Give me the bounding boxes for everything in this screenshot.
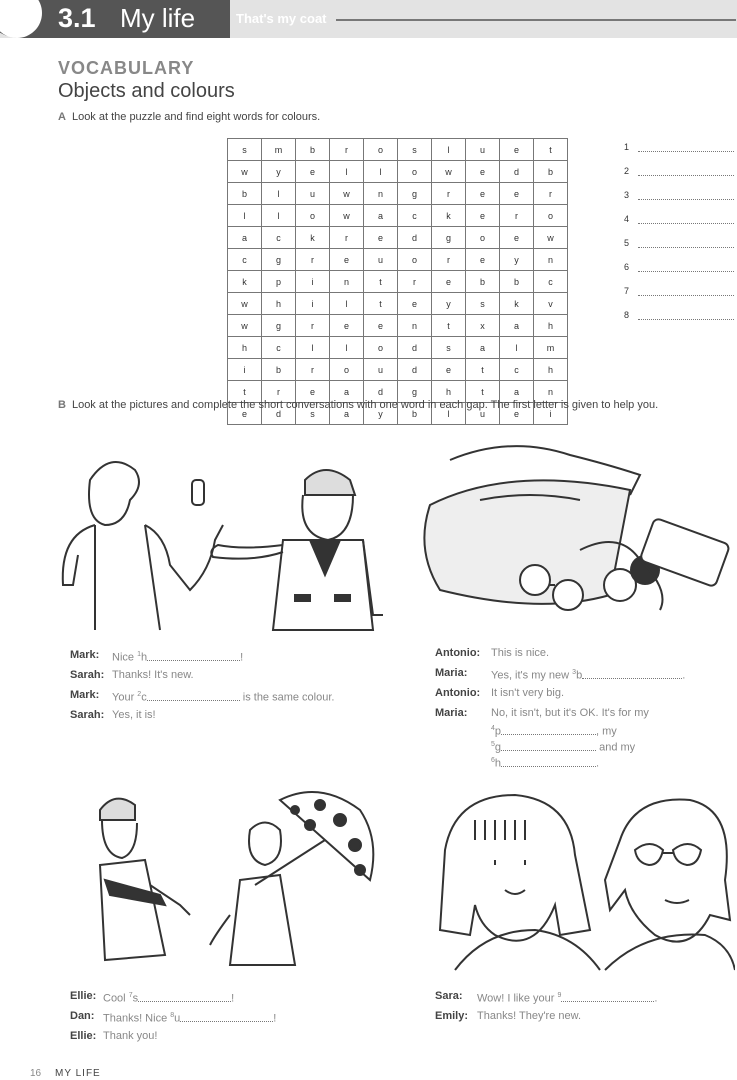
answer-gap[interactable] xyxy=(147,688,240,701)
grid-cell[interactable]: c xyxy=(228,249,262,271)
answer-number: 6 xyxy=(624,262,630,272)
grid-cell[interactable]: w xyxy=(228,161,262,183)
speaker-label: Ellie: xyxy=(70,990,97,1002)
answer-row xyxy=(624,260,734,284)
grid-cell[interactable]: a xyxy=(330,403,364,425)
grid-cell[interactable]: t xyxy=(228,381,262,403)
answer-gap[interactable] xyxy=(501,722,596,735)
exercise-a-instruction xyxy=(58,111,320,123)
grid-cell[interactable]: a xyxy=(500,315,534,337)
answer-line[interactable] xyxy=(638,199,734,200)
grid-cell[interactable]: i xyxy=(296,271,330,293)
gap-number: 3 xyxy=(572,669,577,676)
answer-gap[interactable] xyxy=(180,1009,273,1022)
speaker-label: Sara: xyxy=(435,990,463,1002)
answer-number: 4 xyxy=(624,214,630,224)
gap-first-letter: b xyxy=(576,669,583,682)
grid-cell[interactable]: k xyxy=(228,271,262,293)
grid-cell[interactable]: w xyxy=(228,293,262,315)
dialogue-text: . xyxy=(654,992,658,1005)
dialogue-text: Thanks! Nice xyxy=(103,1012,171,1025)
grid-cell[interactable]: t xyxy=(534,139,568,161)
dialogue-text: is the same colour. xyxy=(239,691,335,704)
grid-cell[interactable]: b xyxy=(262,359,296,381)
dialogue-text: ! xyxy=(240,651,244,664)
grid-cell[interactable]: c xyxy=(500,359,534,381)
answer-number: 3 xyxy=(624,190,630,200)
grid-cell[interactable]: b xyxy=(534,161,568,183)
grid-cell[interactable]: e xyxy=(500,227,534,249)
dialogue-text: Nice xyxy=(112,651,138,664)
grid-cell[interactable]: o xyxy=(534,205,568,227)
grid-cell[interactable]: p xyxy=(262,271,296,293)
gap-first-letter: u xyxy=(174,1012,181,1025)
grid-cell[interactable]: h xyxy=(534,315,568,337)
grid-cell[interactable]: r xyxy=(330,227,364,249)
grid-cell[interactable]: e xyxy=(466,205,500,227)
grid-cell[interactable]: n xyxy=(534,249,568,271)
grid-cell[interactable]: l xyxy=(500,337,534,359)
gap-first-letter: h xyxy=(494,757,502,770)
grid-cell[interactable]: r xyxy=(296,315,330,337)
answer-number: 5 xyxy=(624,238,630,248)
dialogue-text: Yes, it is! xyxy=(112,709,156,721)
lesson-title: That's my coat xyxy=(236,11,327,26)
answer-line[interactable] xyxy=(638,175,734,176)
grid-cell[interactable]: a xyxy=(500,381,534,403)
exercise-a-text: Look at the puzzle and find eight words for colours. xyxy=(71,111,321,123)
grid-cell[interactable]: y xyxy=(364,403,398,425)
gap-first-letter: s xyxy=(132,992,139,1005)
grid-cell[interactable]: r xyxy=(432,183,466,205)
dialogue-text: ! xyxy=(273,1012,277,1025)
grid-row xyxy=(228,249,568,271)
dialogue-text: . xyxy=(596,757,600,770)
grid-cell[interactable]: e xyxy=(500,139,534,161)
dialogue-text: Thanks! They're new. xyxy=(477,1010,582,1022)
dialogue-text: It isn't very big. xyxy=(491,687,565,699)
grid-row xyxy=(228,139,568,161)
grid-cell[interactable]: n xyxy=(364,183,398,205)
gap-first-letter: h xyxy=(140,651,148,664)
handbag-with-glasses-and-phone-illustration xyxy=(420,440,735,630)
grid-row xyxy=(228,271,568,293)
answer-gap[interactable] xyxy=(138,989,231,1002)
grid-row xyxy=(228,183,568,205)
grid-cell[interactable]: g xyxy=(398,183,432,205)
grid-cell[interactable]: e xyxy=(364,227,398,249)
grid-cell[interactable]: r xyxy=(262,381,296,403)
grid-cell[interactable]: l xyxy=(330,161,364,183)
answer-line[interactable] xyxy=(638,151,734,152)
grid-cell[interactable]: e xyxy=(500,403,534,425)
grid-cell[interactable]: e xyxy=(432,359,466,381)
grid-cell[interactable]: t xyxy=(432,315,466,337)
answer-row xyxy=(624,140,734,164)
answer-gap[interactable] xyxy=(582,666,682,679)
grid-cell[interactable]: c xyxy=(262,337,296,359)
grid-cell[interactable]: w xyxy=(330,205,364,227)
grid-cell[interactable]: h xyxy=(432,381,466,403)
grid-cell[interactable]: o xyxy=(330,359,364,381)
grid-cell[interactable]: e xyxy=(228,403,262,425)
grid-cell[interactable]: g xyxy=(398,381,432,403)
grid-cell[interactable]: l xyxy=(330,293,364,315)
grid-cell[interactable]: d xyxy=(398,359,432,381)
grid-cell[interactable]: b xyxy=(500,271,534,293)
grid-cell[interactable]: h xyxy=(262,293,296,315)
grid-cell[interactable]: e xyxy=(296,161,330,183)
exercise-b-letter: B xyxy=(58,399,66,411)
unit-title: My life xyxy=(120,3,196,33)
word-search-grid xyxy=(227,138,568,425)
answer-row xyxy=(624,212,734,236)
grid-cell[interactable]: o xyxy=(398,249,432,271)
answer-number: 8 xyxy=(624,310,630,320)
grid-cell[interactable]: d xyxy=(262,403,296,425)
grid-cell[interactable]: s xyxy=(432,337,466,359)
dialogue-text: and my xyxy=(596,741,636,754)
gap-first-letter: c xyxy=(141,691,147,704)
unit-header-bar xyxy=(0,0,737,38)
answer-number: 7 xyxy=(624,286,630,296)
dialogue-text: Thanks! It's new. xyxy=(112,669,194,681)
grid-cell[interactable]: k xyxy=(432,205,466,227)
grid-cell[interactable]: e xyxy=(432,271,466,293)
grid-cell[interactable]: r xyxy=(330,139,364,161)
grid-cell[interactable]: l xyxy=(432,139,466,161)
grid-cell[interactable]: m xyxy=(534,337,568,359)
answer-lines xyxy=(624,140,734,332)
grid-cell[interactable]: l xyxy=(262,205,296,227)
grid-cell[interactable]: e xyxy=(330,315,364,337)
grid-cell[interactable]: b xyxy=(466,271,500,293)
speaker-label: Antonio: xyxy=(435,647,481,659)
answer-row xyxy=(624,188,734,212)
grid-cell[interactable]: n xyxy=(330,271,364,293)
grid-cell[interactable]: b xyxy=(398,403,432,425)
grid-cell[interactable]: u xyxy=(466,139,500,161)
answer-line[interactable] xyxy=(638,223,734,224)
dialogue-text: ! xyxy=(231,992,235,1005)
section-subtitle: Objects and colours xyxy=(58,80,235,102)
grid-cell[interactable]: a xyxy=(364,205,398,227)
grid-cell[interactable]: b xyxy=(228,183,262,205)
dialogue-text: Your xyxy=(112,691,138,704)
grid-cell[interactable]: o xyxy=(364,337,398,359)
dialogue-text: . xyxy=(682,669,686,682)
dialogue-text: This is nice. xyxy=(491,647,550,659)
grid-cell[interactable]: w xyxy=(330,183,364,205)
dialogue-text: No, it isn't, but it's OK. It's for my xyxy=(491,707,649,719)
grid-cell[interactable]: s xyxy=(398,139,432,161)
grid-cell[interactable]: l xyxy=(296,337,330,359)
grid-cell[interactable]: w xyxy=(228,315,262,337)
speaker-label: Emily: xyxy=(435,1010,469,1022)
grid-row xyxy=(228,161,568,183)
grid-row xyxy=(228,359,568,381)
grid-cell[interactable]: d xyxy=(398,227,432,249)
grid-cell[interactable]: e xyxy=(466,183,500,205)
speaker-label: Dan: xyxy=(70,1010,95,1022)
grid-cell[interactable]: x xyxy=(466,315,500,337)
gap-number: 5 xyxy=(491,741,495,748)
answer-row xyxy=(624,284,734,308)
grid-cell[interactable]: a xyxy=(466,337,500,359)
grid-cell[interactable]: w xyxy=(534,227,568,249)
two-girls-portrait-illustration xyxy=(425,790,735,975)
grid-cell[interactable]: u xyxy=(296,183,330,205)
grid-cell[interactable]: s xyxy=(296,403,330,425)
grid-cell[interactable]: t xyxy=(466,359,500,381)
answer-line[interactable] xyxy=(638,271,734,272)
exercise-b-text: Look at the pictures and complete the short conversations with one word in each gap. The first letter is given to help you. xyxy=(71,399,659,411)
grid-cell[interactable]: s xyxy=(228,139,262,161)
grid-cell[interactable]: e xyxy=(398,293,432,315)
gap-first-letter: g xyxy=(494,741,502,754)
speaker-label: Mark: xyxy=(70,689,100,701)
speaker-label: Maria: xyxy=(435,707,468,719)
grid-cell[interactable]: o xyxy=(364,139,398,161)
grid-cell[interactable]: c xyxy=(262,227,296,249)
answer-row xyxy=(624,164,734,188)
grid-cell[interactable]: t xyxy=(364,293,398,315)
dialogue-text: Cool xyxy=(103,992,129,1005)
speaker-label: Sarah: xyxy=(70,709,105,721)
dialogue-text: Wow! I like your xyxy=(477,992,558,1005)
grid-cell[interactable]: r xyxy=(296,359,330,381)
grid-row xyxy=(228,205,568,227)
gap-number: 9 xyxy=(557,992,562,999)
grid-cell[interactable]: h xyxy=(534,359,568,381)
grid-cell[interactable]: e xyxy=(364,315,398,337)
grid-cell[interactable]: d xyxy=(500,161,534,183)
grid-cell[interactable]: h xyxy=(228,337,262,359)
grid-cell[interactable]: c xyxy=(534,271,568,293)
grid-cell[interactable]: l xyxy=(330,337,364,359)
answer-gap[interactable] xyxy=(501,754,596,767)
speaker-label: Ellie: xyxy=(70,1030,97,1042)
gap-number: 6 xyxy=(491,757,495,764)
exercise-a-letter: A xyxy=(58,111,66,123)
grid-cell[interactable]: o xyxy=(398,161,432,183)
grid-cell[interactable]: l xyxy=(364,161,398,183)
grid-row xyxy=(228,315,568,337)
grid-cell[interactable]: k xyxy=(296,227,330,249)
grid-cell[interactable]: y xyxy=(432,293,466,315)
grid-cell[interactable]: t xyxy=(364,271,398,293)
gap-number: 4 xyxy=(491,725,495,732)
header-rule xyxy=(336,19,736,21)
boy-and-girl-with-umbrella-illustration xyxy=(70,785,390,975)
grid-cell[interactable]: d xyxy=(364,381,398,403)
grid-cell[interactable]: b xyxy=(296,139,330,161)
two-people-greeting-illustration xyxy=(55,440,385,640)
grid-cell[interactable]: w xyxy=(432,161,466,183)
grid-cell[interactable]: r xyxy=(398,271,432,293)
section-label: VOCABULARY xyxy=(58,58,195,78)
grid-cell[interactable]: i xyxy=(296,293,330,315)
answer-gap[interactable] xyxy=(501,738,596,751)
page-number: 16 xyxy=(30,1068,42,1079)
exercise-b-instruction xyxy=(58,399,658,411)
grid-cell[interactable]: o xyxy=(296,205,330,227)
grid-cell[interactable]: r xyxy=(534,183,568,205)
grid-cell[interactable]: c xyxy=(398,205,432,227)
grid-cell[interactable]: u xyxy=(364,359,398,381)
gap-number: 8 xyxy=(170,1012,175,1019)
footer-title: MY LIFE xyxy=(55,1068,101,1079)
speaker-label: Maria: xyxy=(435,667,468,679)
grid-cell[interactable]: u xyxy=(466,403,500,425)
grid-cell[interactable]: e xyxy=(466,249,500,271)
answer-line[interactable] xyxy=(638,319,734,320)
grid-cell[interactable]: l xyxy=(228,205,262,227)
answer-gap[interactable] xyxy=(147,648,240,661)
dialogue-text: , my xyxy=(596,725,617,738)
grid-cell[interactable]: a xyxy=(228,227,262,249)
grid-cell[interactable]: m xyxy=(262,139,296,161)
answer-line[interactable] xyxy=(638,247,734,248)
grid-cell[interactable]: e xyxy=(296,381,330,403)
answer-number: 2 xyxy=(624,166,630,176)
answer-row xyxy=(624,308,734,332)
unit-number: 3.1 xyxy=(58,3,96,33)
grid-cell[interactable]: r xyxy=(296,249,330,271)
speaker-label: Sarah: xyxy=(70,669,105,681)
grid-cell[interactable]: g xyxy=(262,249,296,271)
grid-cell[interactable]: l xyxy=(262,183,296,205)
gap-number: 7 xyxy=(128,992,133,999)
grid-cell[interactable]: a xyxy=(330,381,364,403)
grid-cell[interactable]: e xyxy=(500,183,534,205)
answer-row xyxy=(624,236,734,260)
grid-cell[interactable]: l xyxy=(432,403,466,425)
grid-row xyxy=(228,293,568,315)
speaker-label: Antonio: xyxy=(435,687,481,699)
grid-cell[interactable]: s xyxy=(466,293,500,315)
answer-number: 1 xyxy=(624,142,630,152)
dialogue-text: Thank you! xyxy=(103,1030,158,1042)
grid-cell[interactable]: v xyxy=(534,293,568,315)
grid-cell[interactable]: g xyxy=(432,227,466,249)
grid-cell[interactable]: i xyxy=(228,359,262,381)
speaker-label: Mark: xyxy=(70,649,100,661)
grid-row xyxy=(228,337,568,359)
grid-cell[interactable]: u xyxy=(364,249,398,271)
answer-gap[interactable] xyxy=(561,989,654,1002)
grid-cell[interactable]: r xyxy=(432,249,466,271)
grid-cell[interactable]: d xyxy=(398,337,432,359)
answer-line[interactable] xyxy=(638,295,734,296)
gap-first-letter: p xyxy=(494,725,502,738)
grid-cell[interactable]: o xyxy=(466,227,500,249)
gap-number: 2 xyxy=(137,691,142,698)
grid-cell[interactable]: i xyxy=(534,403,568,425)
grid-cell[interactable]: n xyxy=(534,381,568,403)
grid-cell[interactable]: e xyxy=(466,161,500,183)
grid-row xyxy=(228,227,568,249)
grid-cell[interactable]: r xyxy=(500,205,534,227)
grid-cell[interactable]: e xyxy=(330,249,364,271)
grid-cell[interactable]: y xyxy=(262,161,296,183)
grid-cell[interactable]: n xyxy=(398,315,432,337)
grid-cell[interactable]: k xyxy=(500,293,534,315)
gap-number: 1 xyxy=(137,651,141,658)
grid-cell[interactable]: y xyxy=(500,249,534,271)
grid-cell[interactable]: t xyxy=(466,381,500,403)
dialogue-text: Yes, it's my new xyxy=(491,669,573,682)
grid-cell[interactable]: g xyxy=(262,315,296,337)
